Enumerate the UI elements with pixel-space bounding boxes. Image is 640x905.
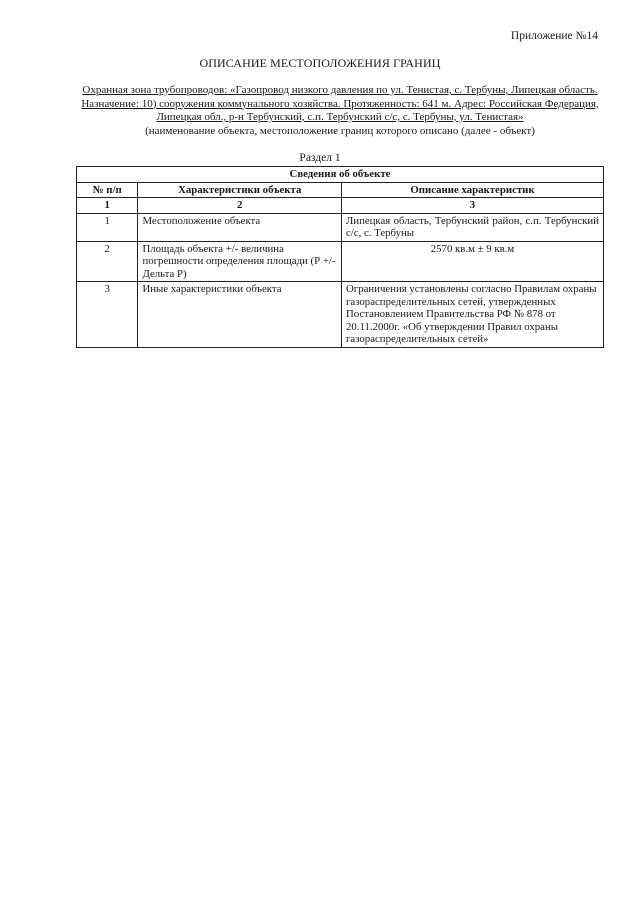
row-number: 1 [77,213,138,241]
row-description: Ограничения установлены согласно Правилам охраны газораспределительных сетей, утвержденных Постановлением Правительства РФ № 878 от 20.11.2000г. «Об утверждении Правил охраны газораспределительных сетей» [341,282,603,348]
table-row [77,213,604,241]
table-row [77,282,604,348]
row-characteristic: Иные характеристики объекта [138,282,342,348]
row-characteristic: Местоположение объекта [138,213,342,241]
section-title: Раздел 1 [299,152,341,164]
column-header-number: № п/п [77,182,138,198]
object-caption: (наименование объекта, местоположение границ которого описано (далее - объект) [145,124,535,137]
appendix-label: Приложение №14 [510,30,598,42]
object-description [76,84,604,138]
row-description: Липецкая область, Тербунский район, с.п. Тербунский с/с, с. Тербуны [341,213,603,241]
column-number: 3 [341,198,603,214]
object-name: Охранная зона трубопроводов: «Газопровод низкого давления по ул. Тенистая, с. Тербуны, Липецкая область. Назначение: 10) сооружения коммунального хозяйства. Протяженность: 641 м. Адрес: Российская Федерация, Липецкая обл., р-н Тербунский, с.п. Тербунский с/с, с. Тербуны, ул. Тенистая» [81,84,599,123]
column-number: 2 [138,198,342,214]
column-number-row [77,198,604,214]
row-number: 3 [77,282,138,348]
table-header-row [77,182,604,198]
table-heading: Сведения об объекте [77,167,604,183]
table-row [77,241,604,282]
row-characteristic: Площадь объекта +/- величина погрешности определения площади (Р +/- Дельта Р) [138,241,342,282]
column-number: 1 [77,198,138,214]
row-number: 2 [77,241,138,282]
column-header-description: Описание характеристик [341,182,603,198]
table-heading-row [77,167,604,183]
row-description: 2570 кв.м ± 9 кв.м [341,241,603,282]
page-title: ОПИСАНИЕ МЕСТОПОЛОЖЕНИЯ ГРАНИЦ [199,56,441,70]
object-info-table [76,166,604,348]
column-header-characteristic: Характеристики объекта [138,182,342,198]
